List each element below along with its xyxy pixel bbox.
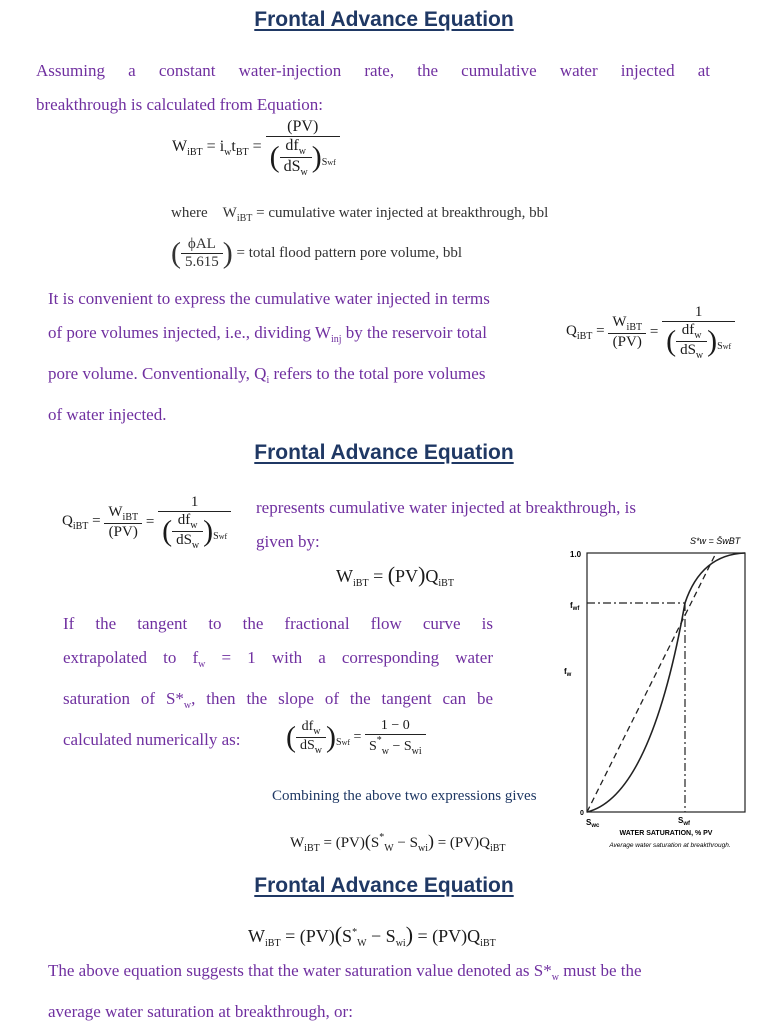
y-top-label: 1.0 bbox=[570, 550, 582, 559]
represents-line-2: given by: bbox=[256, 532, 320, 551]
swc-label: $S_{wc}$ bbox=[586, 818, 600, 829]
equation-qibt-2: $Q_{iBT}$ = $\frac{W_{iBT}}{(PV)}$ = 1 ( $\frac{df_w}{dS_w}$ )$_{Swf}$ bbox=[62, 494, 231, 551]
y-origin-label: 0 bbox=[580, 810, 584, 817]
where-def-2: ( $\frac{\text{ϕAL}}{5.615}$ ) = total flood pattern pore volume, bbl bbox=[171, 236, 462, 270]
x-axis-title: WATER SATURATION, % PV bbox=[619, 830, 713, 837]
section3-heading: Frontal Advance Equation bbox=[254, 874, 514, 897]
equation-wibt-main: $W_{iBT} = i_wt_{BT}$ = (PV) ( $\frac{df_w}{dS_w}$ )$_{Swf}$ bbox=[172, 118, 340, 178]
fwf-label: $f_{wf}$ bbox=[570, 601, 580, 612]
top-equality-label: S*w = S̄wBT bbox=[690, 536, 741, 546]
y-axis-label: $f_w$ bbox=[564, 667, 572, 678]
equation-slope: ( $\frac{df_w}{dS_w}$ )$_{Swf}$ = $\frac{1 - 0}{S^*_w - S_{wi}}$ bbox=[286, 718, 426, 757]
equation-combined-2: $W_{iBT} = (PV)(S^*_W - S_{wi}) = (PV)Q_{iBT}$ bbox=[248, 922, 496, 949]
intro-line-2: breakthrough is calculated from Equation: bbox=[36, 95, 324, 114]
intro-line-1: Assuming a constant water-injection rate, the cumulative water injected at bbox=[36, 61, 710, 80]
plot-frame bbox=[587, 553, 745, 812]
tangent-paragraph: If the tangent to the fractional flow curve is extrapolated to $f_w = 1$ with a corresponding water saturation of $S*_w$, then the slope of the tangent can be calculated numerically as: bbox=[63, 614, 493, 749]
fractional-flow-figure bbox=[556, 530, 756, 855]
tangent-line bbox=[587, 553, 716, 812]
conclusion-paragraph: The above equation suggests that the water saturation value denoted as $S*_w$ must be the average water saturation at breakthrough, or: bbox=[48, 961, 642, 1021]
section1-heading: Frontal Advance Equation bbox=[254, 8, 514, 31]
equation-qibt-1: $Q_{iBT}$ = $\frac{W_{iBT}}{(PV)}$ = 1 ( $\frac{df_w}{dS_w}$ )$_{Swf}$ bbox=[566, 304, 735, 361]
represents-line-1: represents cumulative water injected at breakthrough, is bbox=[256, 498, 636, 517]
fractional-flow-curve bbox=[587, 553, 745, 812]
section2-heading: Frontal Advance Equation bbox=[254, 441, 514, 464]
where-def-1: where $W_{iBT}$ = cumulative water injected at breakthrough, bbl bbox=[171, 205, 549, 224]
combining-text: Combining the above two expressions gives bbox=[272, 788, 537, 804]
equation-wibt-pv-qibt: $W_{iBT} = (PV)Q_{iBT}$ bbox=[336, 562, 454, 589]
figure-caption: Average water saturation at breakthrough. bbox=[609, 842, 731, 849]
equation-combined-1: $W_{iBT} = (PV)(S^*_W - S_{wi}) = (PV)Q_{iBT}$ bbox=[290, 831, 506, 854]
swf-label: $S_{wf}$ bbox=[678, 816, 691, 827]
pore-volume-paragraph: It is convenient to express the cumulative water injected in terms of pore volumes injected, i.e., dividing $W_{inj}$ by the reservoir total pore volume. Conventionally, $Q_i$ refers to the total pore volumes of water injected. bbox=[48, 289, 490, 424]
